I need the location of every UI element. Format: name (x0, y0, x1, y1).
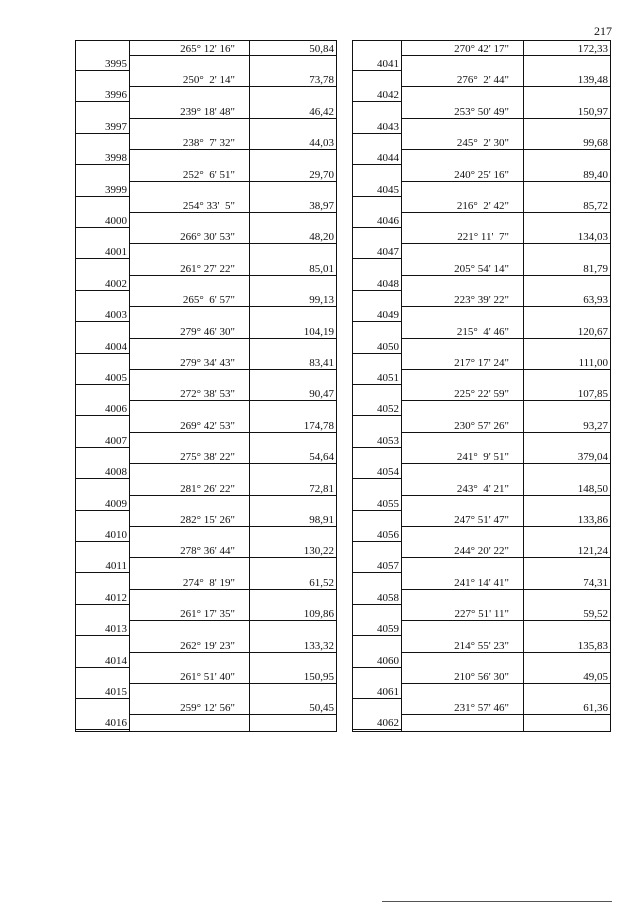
id-rule (353, 384, 401, 385)
bearing-angle: 241° 14' 41" (454, 576, 509, 589)
id-rule (76, 258, 129, 259)
point-id: 4014 (105, 654, 127, 667)
point-id: 3999 (105, 183, 127, 196)
point-id: 4005 (105, 372, 127, 384)
bearing-angle: 205° 54' 14" (454, 262, 509, 275)
traverse-table-right (352, 40, 611, 732)
row-rule (129, 432, 336, 433)
distance-value: 379,04 (577, 451, 608, 464)
bearing-angle: 217° 17' 24" (454, 357, 509, 369)
point-id: 3996 (105, 89, 127, 102)
point-id: 4013 (105, 623, 127, 636)
point-id: 4044 (377, 152, 399, 165)
distance-value: 172,33 (577, 43, 608, 55)
bearing-angle: 244° 20' 22" (454, 545, 509, 558)
row-rule (401, 463, 610, 464)
row-rule (129, 526, 336, 527)
distance-value: 83,41 (309, 357, 334, 369)
id-rule (353, 196, 401, 197)
row-rule (129, 118, 336, 119)
distance-value: 111,00 (578, 357, 608, 369)
point-id: 4046 (377, 215, 399, 227)
distance-value: 139,48 (577, 74, 608, 87)
bearing-angle: 261° 27' 22" (180, 262, 235, 275)
row-rule (401, 557, 610, 558)
row-rule (401, 652, 610, 653)
bearing-angle: 216° 2' 42" (456, 200, 509, 212)
bearing-angle: 282° 15' 26" (180, 514, 235, 526)
bearing-angle: 250° 2' 14" (182, 74, 235, 87)
bearing-angle: 238° 7' 32" (182, 137, 235, 150)
distance-value: 49,05 (583, 671, 608, 683)
bearing-angle: 239° 18' 48" (180, 105, 235, 118)
distance-value: 150,95 (303, 671, 334, 683)
row-rule (129, 369, 336, 370)
id-rule (76, 698, 129, 699)
id-rule (353, 70, 401, 71)
point-id: 4058 (377, 591, 399, 604)
bearing-angle: 245° 2' 30" (456, 137, 509, 150)
distance-value: 44,03 (309, 137, 334, 150)
id-rule (76, 604, 129, 605)
row-rule (401, 149, 610, 150)
distance-value: 85,01 (309, 262, 334, 275)
bearing-angle: 253° 50' 49" (454, 105, 509, 118)
distance-value: 98,91 (309, 514, 334, 526)
id-rule (353, 510, 401, 511)
distance-value: 38,97 (309, 200, 334, 212)
point-id: 4054 (377, 466, 399, 479)
row-rule (401, 432, 610, 433)
id-rule (76, 101, 129, 102)
row-rule (401, 526, 610, 527)
distance-value: 135,83 (577, 639, 608, 652)
bearing-angle: 265° 12' 16" (180, 43, 235, 55)
distance-value: 174,78 (303, 419, 334, 432)
id-rule (353, 541, 401, 542)
distance-value: 81,79 (583, 262, 608, 275)
point-id: 4006 (105, 403, 127, 416)
row-rule (129, 338, 336, 339)
point-id: 4057 (377, 560, 399, 573)
id-rule (76, 196, 129, 197)
row-rule (401, 86, 610, 87)
bearing-angle: 262° 19' 23" (180, 639, 235, 652)
id-rule (353, 353, 401, 354)
point-id: 4012 (105, 591, 127, 604)
point-id: 4049 (377, 309, 399, 322)
row-rule (129, 463, 336, 464)
bearing-angle: 279° 34' 43" (180, 357, 235, 369)
id-rule (76, 384, 129, 385)
point-id: 4010 (105, 529, 127, 541)
bearing-angle: 274° 8' 19" (182, 576, 235, 589)
point-id: 4011 (105, 560, 127, 573)
distance-value: 107,85 (577, 388, 608, 401)
row-rule (129, 557, 336, 558)
bearing-angle: 214° 55' 23" (454, 639, 509, 652)
row-rule (129, 212, 336, 213)
point-id: 4007 (105, 434, 127, 447)
point-id: 4002 (105, 277, 127, 290)
distance-value: 130,22 (303, 545, 334, 558)
id-rule (76, 510, 129, 511)
point-id: 4008 (105, 466, 127, 479)
bearing-angle: 266° 30' 53" (180, 231, 235, 244)
point-id: 4042 (377, 89, 399, 102)
row-rule (401, 212, 610, 213)
point-id: 4061 (377, 686, 399, 698)
bearing-angle: 265° 6' 57" (182, 294, 235, 307)
row-rule (129, 400, 336, 401)
bearing-angle: 241° 9' 51" (456, 451, 509, 464)
distance-value: 85,72 (583, 200, 608, 212)
bearing-angle: 269° 42' 53" (180, 419, 235, 432)
point-id: 4045 (377, 183, 399, 196)
distance-value: 48,20 (309, 231, 334, 244)
id-rule (76, 70, 129, 71)
id-rule (76, 635, 129, 636)
distance-value: 54,64 (309, 451, 334, 464)
row-rule (401, 495, 610, 496)
id-rule (353, 258, 401, 259)
traverse-table-left (75, 40, 337, 732)
point-id: 4000 (105, 215, 127, 227)
point-id: 4016 (105, 717, 127, 730)
id-rule (76, 667, 129, 668)
bearing-angle: 225° 22' 59" (454, 388, 509, 401)
id-rule (76, 353, 129, 354)
row-rule (129, 683, 336, 684)
distance-value: 104,19 (303, 325, 334, 338)
distance-value: 150,97 (577, 105, 608, 118)
bearing-angle: 240° 25' 16" (454, 168, 509, 181)
id-rule (76, 572, 129, 573)
id-rule (353, 164, 401, 165)
row-rule (401, 589, 610, 590)
id-rule (353, 415, 401, 416)
page-number: 217 (594, 24, 612, 38)
bearing-angle: 259° 12' 56" (180, 702, 235, 715)
id-rule (353, 321, 401, 322)
distance-value: 50,45 (309, 702, 334, 715)
row-rule (401, 243, 610, 244)
bearing-angle: 272° 38' 53" (180, 388, 235, 401)
id-rule (76, 133, 129, 134)
point-id: 4009 (105, 497, 127, 510)
point-id: 4043 (377, 120, 399, 133)
row-rule (401, 181, 610, 182)
row-rule (129, 275, 336, 276)
id-rule (353, 101, 401, 102)
row-rule (401, 369, 610, 370)
point-id: 4056 (377, 529, 399, 541)
distance-value: 99,13 (309, 294, 334, 307)
id-rule (76, 478, 129, 479)
row-rule (129, 714, 336, 715)
id-rule (353, 227, 401, 228)
id-rule (353, 667, 401, 668)
point-id: 4004 (105, 340, 127, 353)
id-rule (353, 729, 401, 730)
row-rule (129, 55, 336, 56)
id-rule (353, 604, 401, 605)
point-id: 4059 (377, 623, 399, 636)
id-rule (353, 572, 401, 573)
point-id: 4003 (105, 309, 127, 322)
bearing-angle: 230° 57' 26" (454, 419, 509, 432)
distance-value: 90,47 (309, 388, 334, 401)
point-id: 4048 (377, 277, 399, 290)
point-id: 4053 (377, 434, 399, 447)
distance-value: 99,68 (583, 137, 608, 150)
id-rule (76, 541, 129, 542)
footer-rule (382, 901, 612, 902)
bearing-angle: 276° 2' 44" (456, 74, 509, 87)
distance-value: 121,24 (577, 545, 608, 558)
row-rule (129, 589, 336, 590)
row-rule (401, 338, 610, 339)
distance-value: 50,84 (309, 43, 334, 55)
row-rule (401, 306, 610, 307)
row-rule (401, 620, 610, 621)
bearing-angle: 275° 38' 22" (180, 451, 235, 464)
row-rule (401, 714, 610, 715)
id-rule (76, 447, 129, 448)
point-id: 4015 (105, 686, 127, 698)
distance-value: 46,42 (309, 105, 334, 118)
id-rule (76, 290, 129, 291)
row-rule (401, 683, 610, 684)
point-id: 3997 (105, 120, 127, 133)
distance-value: 120,67 (577, 325, 608, 338)
row-rule (401, 400, 610, 401)
point-id: 4052 (377, 403, 399, 416)
row-rule (129, 306, 336, 307)
row-rule (129, 243, 336, 244)
point-id: 4041 (377, 58, 399, 70)
bearing-angle: 261° 51' 40" (180, 671, 235, 683)
distance-value: 61,52 (309, 576, 334, 589)
row-rule (129, 181, 336, 182)
distance-value: 72,81 (309, 482, 334, 495)
id-rule (353, 133, 401, 134)
bearing-angle: 270° 42' 17" (454, 43, 509, 55)
bearing-angle: 231° 57' 46" (454, 702, 509, 715)
row-rule (129, 495, 336, 496)
point-id: 4055 (377, 497, 399, 510)
bearing-angle: 254° 33' 5" (182, 200, 235, 212)
id-rule (76, 227, 129, 228)
distance-value: 109,86 (303, 608, 334, 621)
bearing-angle: 210° 56' 30" (454, 671, 509, 683)
row-rule (401, 55, 610, 56)
bearing-angle: 278° 36' 44" (180, 545, 235, 558)
id-rule (353, 635, 401, 636)
id-rule (353, 290, 401, 291)
distance-value: 133,32 (303, 639, 334, 652)
bearing-angle: 215° 4' 46" (456, 325, 509, 338)
distance-value: 59,52 (583, 608, 608, 621)
id-rule (76, 321, 129, 322)
row-rule (401, 275, 610, 276)
bearing-angle: 227° 51' 11" (454, 608, 509, 621)
row-rule (401, 118, 610, 119)
row-rule (129, 86, 336, 87)
point-id: 3998 (105, 152, 127, 165)
distance-value: 133,86 (577, 514, 608, 526)
id-rule (76, 164, 129, 165)
bearing-angle: 247° 51' 47" (454, 514, 509, 526)
distance-value: 148,50 (577, 482, 608, 495)
point-id: 4047 (377, 246, 399, 259)
point-id: 4050 (377, 340, 399, 353)
point-id: 4060 (377, 654, 399, 667)
distance-value: 74,31 (583, 576, 608, 589)
id-rule (353, 478, 401, 479)
bearing-angle: 221° 11' 7" (457, 231, 509, 244)
bearing-angle: 252° 6' 51" (182, 168, 235, 181)
id-rule (76, 729, 129, 730)
distance-value: 93,27 (583, 419, 608, 432)
id-rule (76, 415, 129, 416)
bearing-angle: 279° 46' 30" (180, 325, 235, 338)
bearing-angle: 261° 17' 35" (180, 608, 235, 621)
distance-value: 73,78 (309, 74, 334, 87)
row-rule (129, 149, 336, 150)
distance-value: 29,70 (309, 168, 334, 181)
bearing-angle: 223° 39' 22" (454, 294, 509, 307)
row-rule (129, 652, 336, 653)
point-id: 4001 (105, 246, 127, 259)
point-id: 4062 (377, 717, 399, 730)
distance-value: 63,93 (583, 294, 608, 307)
distance-value: 134,03 (577, 231, 608, 244)
distance-value: 89,40 (583, 168, 608, 181)
point-id: 3995 (105, 58, 127, 70)
row-rule (129, 620, 336, 621)
id-rule (353, 698, 401, 699)
bearing-angle: 243° 4' 21" (456, 482, 509, 495)
id-rule (353, 447, 401, 448)
point-id: 4051 (377, 372, 399, 384)
bearing-angle: 281° 26' 22" (180, 482, 235, 495)
distance-value: 61,36 (583, 702, 608, 715)
